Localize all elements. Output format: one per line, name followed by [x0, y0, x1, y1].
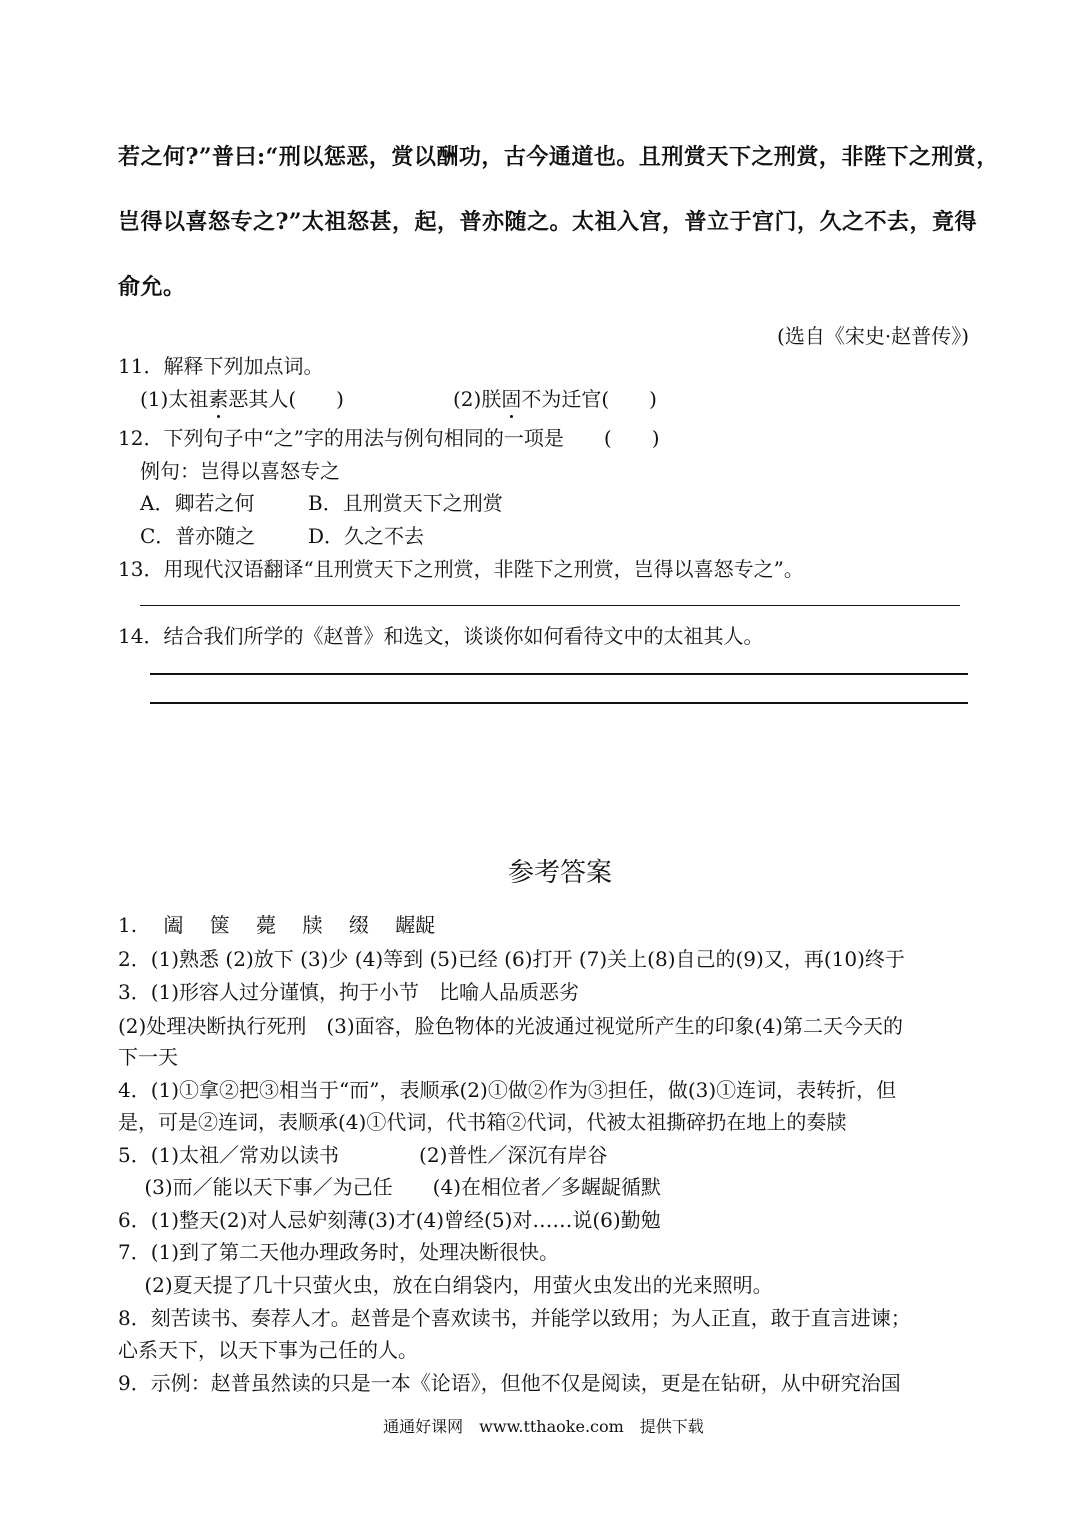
question-12-stem: 12．下列句子中“之”字的用法与例句相同的一项是 ( ) — [118, 426, 660, 450]
item-2-prefix: (2)朕 — [453, 387, 502, 411]
answer-line: 心系天下，以天下事为己任的人。 — [118, 1338, 418, 1362]
question-11-item-1 — [140, 383, 344, 412]
question-12-option-a: A．卿若之何 — [140, 491, 255, 515]
answer-line: (2)处理决断执行死刑 (3)面容，脸色物体的光波通过视觉所产生的印象(4)第二天今天的 — [118, 1014, 903, 1038]
answer-line: 6．(1)整天(2)对人忌妒刻薄(3)才(4)曾经(5)对……说(6)勤勉 — [118, 1208, 661, 1232]
answer-line-14a — [150, 673, 968, 675]
item-1-suffix: 恶其人( ) — [228, 387, 344, 411]
passage-line-3: 俞允。 — [118, 274, 186, 300]
page-footer: 通通好课网 www.tthaoke.com 提供下载 — [383, 1417, 704, 1436]
question-11-item-2 — [453, 383, 657, 412]
question-12-option-c: C．普亦随之 — [140, 524, 256, 548]
item-2-suffix: 不为迁官( ) — [521, 387, 657, 411]
answer-line: 4．(1)①拿②把③相当于“而”，表顺承(2)①做②作为③担任，做(3)①连词，表转折，但 — [118, 1078, 897, 1102]
answers-title: 参考答案 — [508, 858, 613, 888]
answer-line: 1. 阖 箧 薨 牍 缀 龌龊 — [118, 913, 436, 937]
question-12-example: 例句：岂得以喜怒专之 — [140, 459, 340, 483]
answer-line: 7．(1)到了第二天他办理政务时，处理决断很快。 — [118, 1240, 560, 1264]
answer-line: 2．(1)熟悉 (2)放下 (3)少 (4)等到 (5)已经 (6)打开 (7)关上(8)自己的(9)又，再(10)终于 — [118, 947, 905, 971]
item-1-prefix: (1)太祖 — [140, 387, 209, 411]
question-14-stem: 14．结合我们所学的《赵普》和选文，谈谈你如何看待文中的太祖其人。 — [118, 624, 764, 648]
answer-line: 5．(1)太祖／常劝以读书 (2)普性／深沉有岸谷 — [118, 1143, 608, 1167]
passage-line-1: 若之何?”普曰:“刑以惩恶，赏以酬功，古今通道也。且刑赏天下之刑赏，非陛下之刑赏， — [118, 144, 999, 170]
answer-line: 3．(1)形容人过分谨慎，拘于小节 比喻人品质恶劣 — [118, 980, 580, 1004]
question-11-stem: 11．解释下列加点词。 — [118, 354, 324, 378]
answer-line: 9．示例：赵普虽然读的只是一本《论语》，但他不仅是阅读，更是在钻研，从中研究治国 — [118, 1371, 901, 1395]
question-12-option-b: B．且刑赏天下之刑赏 — [308, 491, 503, 515]
dotted-word-2: 固 — [501, 383, 521, 412]
answer-line: 是，可是②连词，表顺承(4)①代词，代书箱②代词，代被太祖撕碎扔在地上的奏牍 — [118, 1110, 847, 1134]
question-13-stem: 13．用现代汉语翻译“且刑赏天下之刑赏，非陛下之刑赏，岂得以喜怒专之”。 — [118, 557, 804, 581]
question-12-option-d: D．久之不去 — [308, 524, 425, 548]
answer-line-13 — [140, 605, 960, 606]
answer-line: 下一天 — [118, 1045, 178, 1069]
passage-line-2: 岂得以喜怒专之?”太祖怒甚，起，普亦随之。太祖入宫，普立于宫门，久之不去，竟得 — [118, 209, 978, 235]
answer-line: (3)而／能以天下事／为己任 (4)在相位者／多龌龊循默 — [118, 1175, 662, 1199]
answer-line: (2)夏天提了几十只萤火虫，放在白绢袋内，用萤火虫发出的光来照明。 — [118, 1273, 773, 1297]
dotted-word-1: 素 — [208, 383, 228, 412]
answer-line-14b — [150, 702, 968, 704]
answer-line: 8．刻苦读书、奏荐人才。赵普是个喜欢读书，并能学以致用；为人正直，敢于直言进谏； — [118, 1306, 911, 1330]
passage-source: (选自《宋史·赵普传》) — [777, 324, 969, 348]
